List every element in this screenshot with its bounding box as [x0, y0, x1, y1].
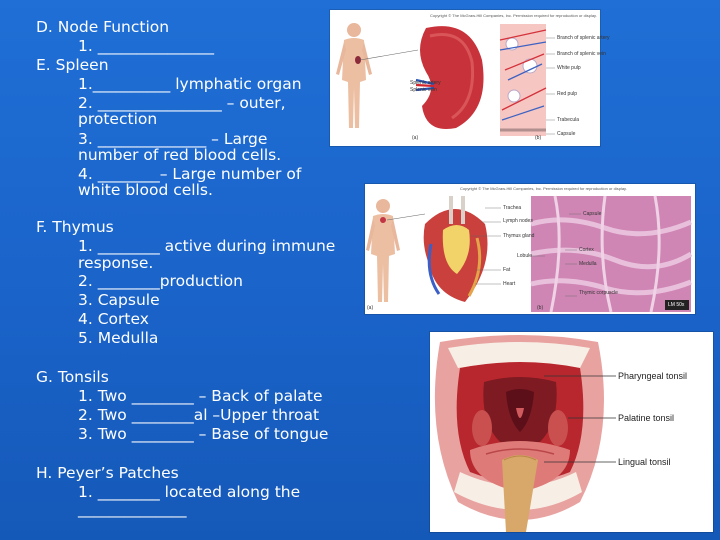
section-h-heading: H. Peyer’s Patches — [36, 464, 179, 482]
section-e-item-4: 4. ________– Large number of — [78, 165, 302, 183]
thymus-label-heart: Heart — [503, 281, 516, 287]
tonsil-label-pharyngeal: Pharyngeal tonsil — [618, 371, 688, 381]
spleen-label-capsule: Capsule — [557, 131, 576, 137]
thymus-figure — [365, 184, 695, 314]
thymus-label-fat: Fat — [503, 267, 511, 273]
section-e-item-3b: number of red blood cells. — [78, 146, 282, 164]
section-f-item-2: 2. ________production — [78, 272, 243, 290]
spleen-label-trabecula: Trabecula — [557, 117, 580, 123]
section-g-item-2: 2. Two ________al –Upper throat — [78, 406, 320, 424]
section-e-item-3: 3. ______________ – Large — [78, 130, 268, 148]
tonsils-figure — [430, 332, 713, 532]
section-f-item-5: 5. Medulla — [78, 329, 159, 347]
section-e-heading: E. Spleen — [36, 56, 109, 74]
section-g-heading: G. Tonsils — [36, 368, 109, 386]
spleen-figure — [330, 10, 610, 146]
spleen-label-splenic-artery: Splenic artery — [410, 80, 441, 86]
section-d-heading: D. Node Function — [36, 18, 170, 36]
spleen-panel-b: (b) — [535, 135, 542, 141]
thymus-label-capsule: Capsule — [583, 211, 602, 217]
thymus-label-trachea: Trachea — [503, 205, 522, 211]
section-e-item-4b: white blood cells. — [78, 181, 213, 199]
tonsil-label-lingual: Lingual tonsil — [618, 457, 671, 467]
tonsils-illustration — [430, 332, 713, 532]
spleen-organ-icon — [416, 26, 484, 129]
spleen-copyright: Copyright © The McGraw-Hill Companies, Inc. Permission required for reproduction or display. — [430, 13, 597, 18]
section-f-item-1b: response. — [78, 254, 154, 272]
thymus-panel-a: (a) — [367, 305, 374, 311]
thymus-label-lobule: Lobule — [517, 253, 533, 259]
spleen-illustration — [330, 10, 600, 146]
thymus-label-thymic-corpuscle: Thymic corpuscle — [579, 290, 618, 296]
section-g-item-1: 1. Two ________ – Back of palate — [78, 387, 323, 405]
spleen-label-red-pulp: Red pulp — [557, 91, 578, 97]
thymus-label-cortex: Cortex — [579, 247, 594, 253]
body-silhouette-icon — [336, 23, 372, 128]
section-h-item-1: 1. ________ located along the — [78, 483, 301, 501]
section-h-item-1b: ______________ — [78, 500, 187, 518]
spleen-label-branch-artery: Branch of splenic artery — [557, 35, 610, 41]
body-silhouette-icon — [366, 199, 400, 302]
section-f-item-1: 1. ________ active during immune — [78, 237, 336, 255]
section-e-item-2b: protection — [78, 110, 158, 128]
thymus-label-lymph-nodes: Lymph nodes — [503, 218, 533, 224]
thymus-copyright: Copyright © The McGraw-Hill Companies, Inc. Permission required for reproduction or display. — [460, 186, 627, 191]
spleen-label-white-pulp: White pulp — [557, 65, 581, 71]
tonsil-label-palatine: Palatine tonsil — [618, 413, 675, 423]
spleen-section-icon — [500, 24, 546, 136]
section-f-item-3: 3. Capsule — [78, 291, 160, 309]
thymus-illustration — [365, 184, 695, 314]
thymus-panel-b: (b) — [537, 305, 544, 311]
section-g-item-3: 3. Two ________ – Base of tongue — [78, 425, 329, 443]
section-e-item-2: 2. ________________ – outer, — [78, 94, 286, 112]
thymus-label-medulla: Medulla — [579, 261, 597, 267]
heart-thymus-icon — [424, 196, 488, 302]
spleen-label-branch-vein: Branch of splenic vein — [557, 51, 606, 57]
thymus-magnification: LM 50x — [668, 302, 685, 308]
section-f-heading: F. Thymus — [36, 218, 114, 236]
thymus-label-thymus-gland: Thymus gland — [503, 233, 535, 239]
spleen-label-splenic-vein: Splenic vein — [410, 87, 437, 93]
section-d-item-1: 1. _______________ — [78, 37, 214, 55]
section-e-item-1: 1.__________ lymphatic organ — [78, 75, 302, 93]
section-f-item-4: 4. Cortex — [78, 310, 149, 328]
spleen-panel-a: (a) — [412, 135, 419, 141]
